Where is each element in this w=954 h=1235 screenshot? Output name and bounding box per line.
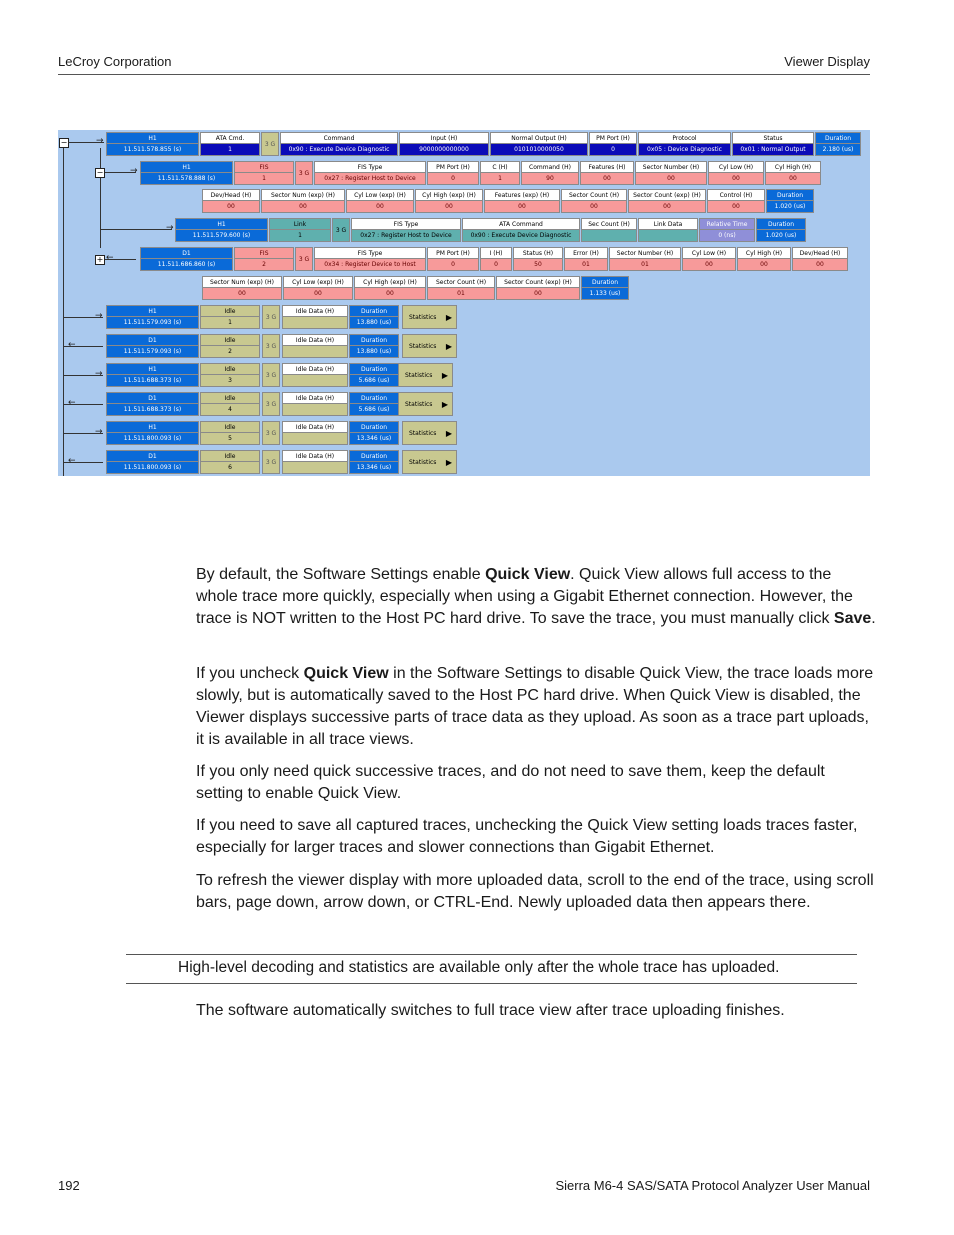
- command-field[interactable]: Command 0x90 : Execute Device Diagnostic: [280, 132, 398, 157]
- cyl-high-field[interactable]: Cyl High (H) 00: [737, 247, 791, 272]
- c-field[interactable]: C (H) 1: [480, 161, 520, 186]
- devhead-field[interactable]: Dev/Head (H) 00: [202, 189, 260, 214]
- idle-field[interactable]: Idle 6: [200, 450, 260, 475]
- normal-output-field[interactable]: Normal Output (H) 0101010000050: [490, 132, 588, 157]
- play-icon: ▶: [445, 458, 452, 467]
- sec-count-field[interactable]: Sec Count (H): [581, 218, 637, 243]
- statistics-button[interactable]: Statistics ▶: [398, 363, 453, 387]
- duration-field[interactable]: Duration 5.686 (us): [349, 392, 399, 417]
- link-data-field[interactable]: Link Data: [638, 218, 698, 243]
- ata-cmd-field[interactable]: ATA Cmd. 1: [200, 132, 260, 157]
- idle-data-field[interactable]: Idle Data (H): [282, 334, 348, 359]
- idle-field[interactable]: Idle 4: [200, 392, 260, 417]
- sector-count-field[interactable]: Sector Count (H) 01: [427, 276, 495, 301]
- cyl-low-exp-field[interactable]: Cyl Low (exp) (H) 00: [283, 276, 353, 301]
- sector-number-field[interactable]: Sector Number (H) 01: [609, 247, 681, 272]
- tree-line: [100, 229, 172, 230]
- paragraph-refresh: To refresh the viewer display with more uploaded data, scroll to the end of the trace, using scroll bars, page down, arrow down, or CTRL-End. Newly uploaded data then appears there.: [196, 872, 874, 911]
- speed-tag: 3 G: [295, 161, 313, 185]
- paragraph-save-traces: If you need to save all captured traces, unchecking the Quick View setting loads traces faster, especially for larger traces and slower connections than Gigabit Ethernet.: [196, 817, 858, 856]
- collapse-icon[interactable]: −: [60, 138, 68, 147]
- link-header-h1[interactable]: H1 11.511.800.093 (s): [106, 421, 199, 446]
- page-number: 192: [58, 1178, 80, 1193]
- i-field[interactable]: I (H) 0: [480, 247, 512, 272]
- speed-tag: 3 G: [262, 334, 280, 358]
- fis-type-field[interactable]: FIS Type 0x27 : Register Host to Device: [351, 218, 461, 243]
- link-header-h1[interactable]: H1 11.511.688.373 (s): [106, 363, 199, 388]
- idle-data-field[interactable]: Idle Data (H): [282, 392, 348, 417]
- link-field[interactable]: Link 1: [269, 218, 331, 243]
- duration-field[interactable]: Duration 1.133 (us): [581, 276, 629, 301]
- header-company: LeCroy Corporation: [58, 54, 172, 69]
- note-rule-bottom: [126, 983, 857, 984]
- link-header-h1[interactable]: H1 11.511.578.888 (s): [140, 161, 233, 186]
- features-field[interactable]: Features (H) 00: [580, 161, 634, 186]
- features-exp-field[interactable]: Features (exp) (H) 00: [484, 189, 560, 214]
- collapse-icon[interactable]: −: [96, 168, 104, 177]
- status-field[interactable]: Status 0x01 : Normal Output: [732, 132, 814, 157]
- idle-field[interactable]: Idle 1: [200, 305, 260, 330]
- speed-tag: 3 G: [262, 450, 280, 474]
- trace-viewer-figure: [58, 130, 870, 476]
- cyl-high-exp-field[interactable]: Cyl High (exp) (H) 00: [354, 276, 426, 301]
- duration-field[interactable]: Duration 13.346 (us): [349, 450, 399, 475]
- manual-title: Sierra M6-4 SAS/SATA Protocol Analyzer User Manual: [555, 1178, 870, 1193]
- idle-data-field[interactable]: Idle Data (H): [282, 450, 348, 475]
- sector-num-exp-field[interactable]: Sector Num (exp) (H) 00: [202, 276, 282, 301]
- fis-type-field[interactable]: FIS Type 0x27 : Register Host to Device: [314, 161, 426, 186]
- fis-field[interactable]: FIS 2: [234, 247, 294, 272]
- sector-number-field[interactable]: Sector Number (H) 00: [635, 161, 707, 186]
- duration-field[interactable]: Duration 2.180 (us): [815, 132, 861, 157]
- arrow-right-icon: →: [166, 223, 174, 233]
- cyl-high-exp-field[interactable]: Cyl High (exp) (H) 00: [415, 189, 483, 214]
- idle-data-field[interactable]: Idle Data (H): [282, 421, 348, 446]
- play-icon: ▶: [445, 342, 452, 351]
- arrow-left-icon: ←: [68, 340, 76, 350]
- sector-count-exp-field[interactable]: Sector Count (exp) (H) 00: [628, 189, 706, 214]
- pm-port-field[interactable]: PM Port (H) 0: [427, 161, 479, 186]
- duration-field[interactable]: Duration 5.686 (us): [349, 363, 399, 388]
- arrow-right-icon: →: [96, 136, 104, 146]
- play-icon: ▶: [441, 371, 448, 380]
- duration-field[interactable]: Duration 1.020 (us): [756, 218, 806, 243]
- arrow-right-icon: →: [95, 311, 103, 321]
- speed-tag: 3 G: [261, 132, 279, 156]
- pm-port-field[interactable]: PM Port (H) 0: [427, 247, 479, 272]
- play-icon: ▶: [445, 313, 452, 322]
- play-icon: ▶: [441, 400, 448, 409]
- cyl-low-field[interactable]: Cyl Low (H) 00: [708, 161, 764, 186]
- link-header-d1[interactable]: D1 11.511.800.093 (s): [106, 450, 199, 475]
- ata-command-field[interactable]: ATA Command 0x90 : Execute Device Diagnostic: [462, 218, 580, 243]
- play-icon: ▶: [445, 429, 452, 438]
- arrow-right-icon: →: [95, 369, 103, 379]
- sector-num-exp-field[interactable]: Sector Num (exp) (H) 00: [261, 189, 345, 214]
- speed-tag: 3 G: [262, 392, 280, 416]
- tree-line: [63, 142, 64, 476]
- error-field[interactable]: Error (H) 01: [564, 247, 608, 272]
- speed-tag: 3 G: [295, 247, 313, 271]
- arrow-right-icon: →: [95, 427, 103, 437]
- link-header-d1[interactable]: D1 11.511.686.860 (s): [140, 247, 233, 272]
- cyl-low-field[interactable]: Cyl Low (H) 00: [682, 247, 736, 272]
- cyl-low-exp-field[interactable]: Cyl Low (exp) (H) 00: [346, 189, 414, 214]
- idle-data-field[interactable]: Idle Data (H): [282, 363, 348, 388]
- arrow-left-icon: ←: [106, 253, 114, 263]
- statistics-button[interactable]: Statistics ▶: [402, 450, 457, 474]
- duration-field[interactable]: Duration 13.880 (us): [349, 334, 399, 359]
- protocol-field[interactable]: Protocol 0x05 : Device Diagnostic: [638, 132, 731, 157]
- paragraph-quick-view-default: By default, the Software Settings enable Quick View. Quick View allows full access to the whole trace more quickly, especially when using a Gigabit Ethernet connection. However, the trace is NOT written to the Host PC hard drive. To save the trace, you must manually click Save.: [196, 566, 876, 627]
- idle-field[interactable]: Idle 2: [200, 334, 260, 359]
- fis-type-field[interactable]: FIS Type 0x34 : Register Device to Host: [314, 247, 426, 272]
- link-header-h1[interactable]: H1 11.511.579.600 (s): [175, 218, 268, 243]
- link-header-d1[interactable]: D1 11.511.688.373 (s): [106, 392, 199, 417]
- statistics-button[interactable]: Statistics ▶: [402, 421, 457, 445]
- speed-tag: 3 G: [262, 363, 280, 387]
- fis-field[interactable]: FIS 1: [234, 161, 294, 186]
- link-header-h1[interactable]: H1 11.511.578.855 (s): [106, 132, 199, 157]
- duration-field[interactable]: Duration 1.020 (us): [766, 189, 814, 214]
- link-header-h1[interactable]: H1 11.511.579.093 (s): [106, 305, 199, 330]
- expand-icon[interactable]: +: [96, 255, 104, 264]
- idle-field[interactable]: Idle 3: [200, 363, 260, 388]
- devhead-field[interactable]: Dev/Head (H) 00: [792, 247, 848, 272]
- speed-tag: 3 G: [262, 305, 280, 329]
- sector-count-exp-field[interactable]: Sector Count (exp) (H) 00: [496, 276, 580, 301]
- input-field[interactable]: Input (H) 9000000000000: [399, 132, 489, 157]
- arrow-left-icon: ←: [68, 456, 76, 466]
- duration-field[interactable]: Duration 13.880 (us): [349, 305, 399, 330]
- command-field[interactable]: Command (H) 90: [521, 161, 579, 186]
- idle-data-field[interactable]: Idle Data (H): [282, 305, 348, 330]
- link-header-d1[interactable]: D1 11.511.579.093 (s): [106, 334, 199, 359]
- statistics-button[interactable]: Statistics ▶: [402, 305, 457, 329]
- speed-tag: 3 G: [332, 218, 350, 242]
- paragraph-keep-default: If you only need quick successive traces, and do not need to save them, keep the default setting to enable Quick View.: [196, 763, 825, 802]
- arrow-right-icon: →: [130, 166, 138, 176]
- speed-tag: 3 G: [262, 421, 280, 445]
- idle-field[interactable]: Idle 5: [200, 421, 260, 446]
- header-section: Viewer Display: [784, 54, 870, 69]
- note-text: High-level decoding and statistics are available only after the whole trace has uploaded.: [178, 959, 780, 976]
- note-rule-top: [126, 954, 857, 955]
- statistics-button[interactable]: Statistics ▶: [402, 334, 457, 358]
- paragraph-switch-view: The software automatically switches to full trace view after trace uploading finishes.: [196, 1002, 785, 1019]
- control-field[interactable]: Control (H) 00: [707, 189, 765, 214]
- statistics-button[interactable]: Statistics ▶: [398, 392, 453, 416]
- status-field[interactable]: Status (H) 50: [513, 247, 563, 272]
- arrow-left-icon: ←: [68, 398, 76, 408]
- paragraph-quick-view-disabled: If you uncheck Quick View in the Software Settings to disable Quick View, the trace loads more slowly, but is automatically saved to the Host PC hard drive. When Quick View is disabled, the Viewer displays successive parts of trace data as they upload. As soon as a trace part uploads, it is available in all trace views.: [196, 665, 874, 748]
- sector-count-field[interactable]: Sector Count (H) 00: [561, 189, 627, 214]
- header-rule: [58, 74, 870, 75]
- relative-time-field[interactable]: Relative Time 0 (ns): [699, 218, 755, 243]
- duration-field[interactable]: Duration 13.346 (us): [349, 421, 399, 446]
- cyl-high-field[interactable]: Cyl High (H) 00: [765, 161, 821, 186]
- tree-line: [100, 178, 101, 228]
- pm-port-field[interactable]: PM Port (H) 0: [589, 132, 637, 157]
